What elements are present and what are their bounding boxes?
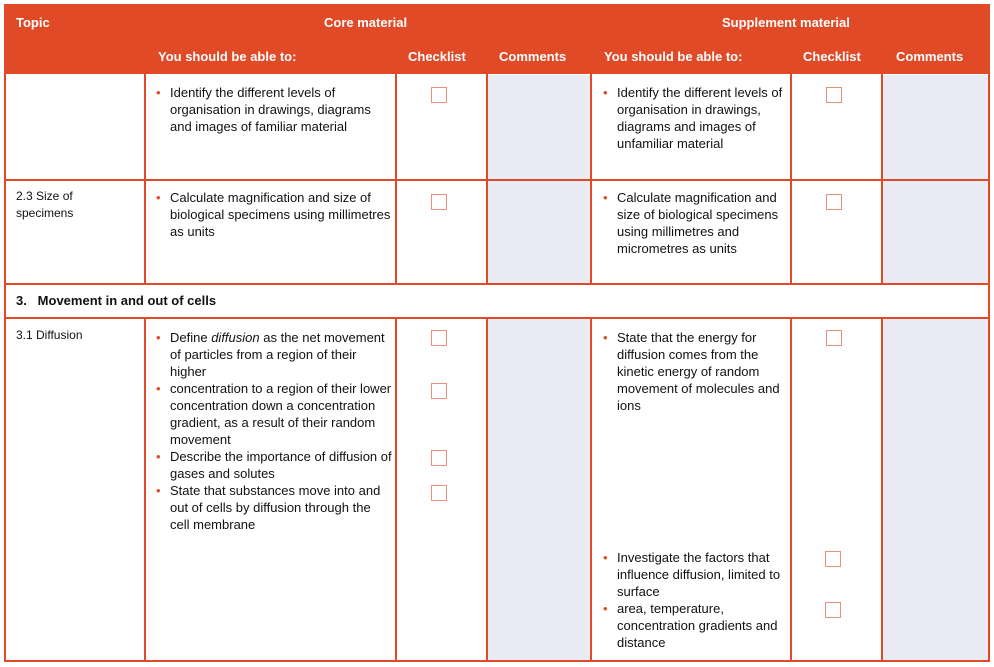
col-divider-e3 <box>790 317 792 662</box>
list-item: • Calculate magnification and size of biological specimens using millimetres as units <box>152 189 392 240</box>
row2-supp-text <box>599 189 787 257</box>
row2-topic: 2.3 Size of specimens <box>16 189 74 220</box>
list-item: • Identify the different levels of organisation in drawings, diagrams and images of unfamiliar material <box>599 84 787 152</box>
list-item: • Describe the importance of diffusion of gases and solutes <box>152 448 392 482</box>
row2-core-text <box>152 189 392 240</box>
list-item: • Investigate the factors that influence diffusion, limited to surface <box>599 549 787 600</box>
col-divider-c3 <box>486 317 488 662</box>
list-item: • Identify the different levels of organisation in drawings, diagrams and images of familiar material <box>152 84 392 135</box>
row-divider-3 <box>4 317 990 319</box>
header-you-should-supp: You should be able to: <box>604 49 743 64</box>
border-left <box>4 4 6 662</box>
header-checklist-supp: Checklist <box>803 49 861 64</box>
checkbox-row3-core-2[interactable] <box>431 383 447 399</box>
list-item: • State that substances move into and out of cells by diffusion through the cell membrane <box>152 482 392 533</box>
border-bottom <box>4 660 990 662</box>
col-divider-a <box>144 74 146 285</box>
checkbox-row3-core-1[interactable] <box>431 330 447 346</box>
col-divider-a3 <box>144 317 146 662</box>
header-core-material: Core material <box>324 15 408 30</box>
row3-topic: 3.1 Diffusion <box>16 328 83 342</box>
header-supplement-material: Supplement material <box>722 15 850 30</box>
col-divider-d <box>590 74 592 285</box>
row-divider-1 <box>4 179 990 181</box>
comments-core-bg-row2 <box>487 181 590 283</box>
header-checklist-core: Checklist <box>408 49 466 64</box>
col-divider-b <box>395 74 397 285</box>
checkbox-row1-core[interactable] <box>431 87 447 103</box>
row3-supp-text-bottom <box>599 549 787 651</box>
checkbox-row3-supp-1[interactable] <box>826 330 842 346</box>
list-item: • State that the energy for diffusion comes from the kinetic energy of random movement of molecules and ions <box>599 329 787 414</box>
checkbox-row1-supp[interactable] <box>826 87 842 103</box>
checkbox-row2-supp[interactable] <box>826 194 842 210</box>
list-item: • area, temperature, concentration gradients and distance <box>599 600 787 651</box>
comments-supp-bg-row2 <box>883 181 989 283</box>
comments-supp-bg-row1 <box>883 75 989 179</box>
row-divider-2 <box>4 283 990 285</box>
col-divider-f3 <box>881 317 883 662</box>
comments-core-bg-row3 <box>487 319 590 660</box>
col-divider-b3 <box>395 317 397 662</box>
checkbox-row2-core[interactable] <box>431 194 447 210</box>
comments-supp-bg-row3 <box>883 319 989 660</box>
checkbox-row3-supp-3[interactable] <box>825 602 841 618</box>
row1-supp-text <box>599 84 787 152</box>
border-right <box>988 4 990 662</box>
section-3-title: 3. Movement in and out of cells <box>16 293 217 308</box>
row1-core-text <box>152 84 392 135</box>
comments-core-bg-row1 <box>487 75 590 179</box>
header-you-should-core: You should be able to: <box>158 49 297 64</box>
checkbox-row3-core-3[interactable] <box>431 450 447 466</box>
checkbox-row3-supp-2[interactable] <box>825 551 841 567</box>
list-item: • concentration to a region of their lower concentration down a concentration gradient, as a result of their random movement <box>152 380 392 448</box>
col-divider-c <box>486 74 488 285</box>
col-divider-e <box>790 74 792 285</box>
row3-core-text <box>152 329 392 533</box>
col-divider-d3 <box>590 317 592 662</box>
col-divider-f <box>881 74 883 285</box>
header-topic: Topic <box>16 15 50 30</box>
list-item: • Define diffusion as the net movement of particles from a region of their higher <box>152 329 392 380</box>
row3-supp-text-top <box>599 329 787 414</box>
list-item: • Calculate magnification and size of biological specimens using millimetres and micrometres as units <box>599 189 787 257</box>
checkbox-row3-core-4[interactable] <box>431 485 447 501</box>
header-comments-supp: Comments <box>896 49 964 64</box>
header-comments-core: Comments <box>499 49 567 64</box>
